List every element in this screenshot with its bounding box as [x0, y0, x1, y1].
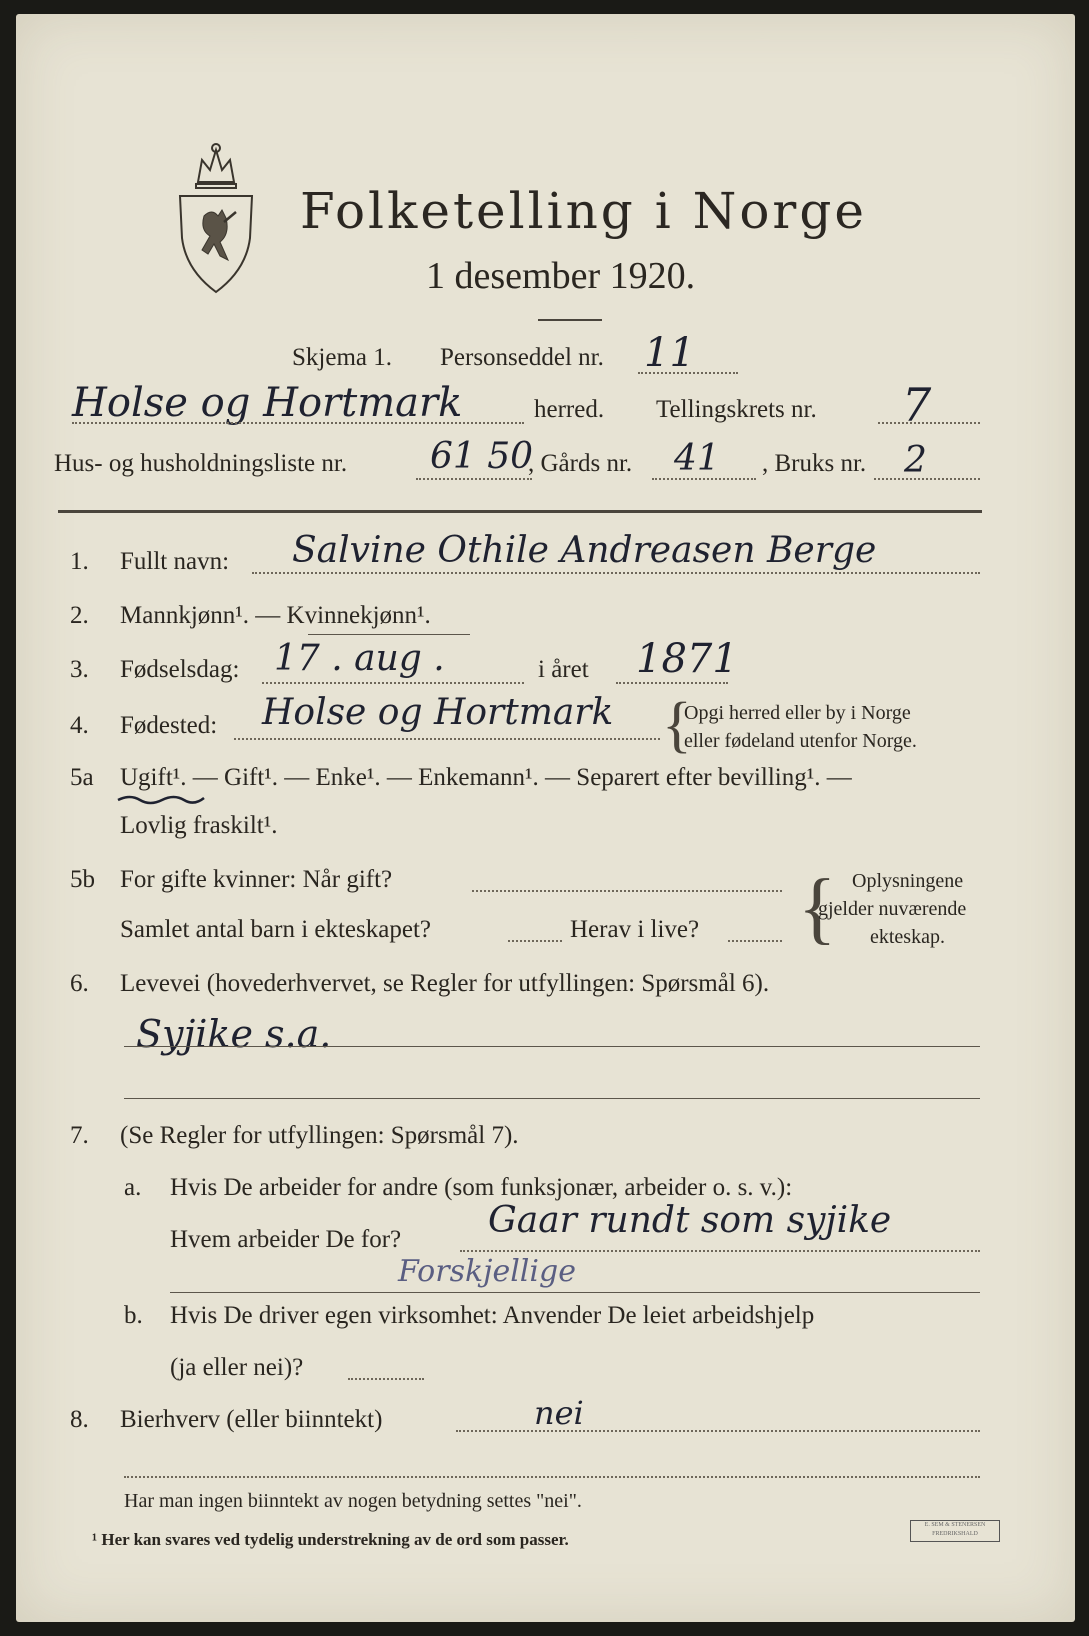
skjema-label: Skjema 1.: [292, 344, 392, 371]
printer-stamp-line1: E. SEM & STENERSEN: [924, 1522, 986, 1528]
q5a-marital-options[interactable]: Ugift¹. — Gift¹. — Enke¹. — Enkemann¹. — Separert efter bevilling¹. —: [120, 764, 852, 791]
note-nei: Har man ingen biinntekt av nogen betydning settes "nei".: [124, 1490, 582, 1512]
printer-stamp: [910, 1520, 1000, 1542]
gards-value[interactable]: 41: [674, 438, 720, 479]
q7a-line2: [170, 1292, 980, 1293]
q4-note-line1: Opgi herred eller by i Norge: [684, 702, 911, 724]
form-title: Folketelling i Norge: [300, 182, 867, 240]
q3-year-label: i året: [538, 656, 589, 683]
municipality-line: [72, 422, 524, 424]
q7a-letter: a.: [124, 1174, 142, 1201]
husliste-line: [416, 478, 532, 480]
q5b-married-line: [472, 890, 782, 892]
q5b-note-line1: Oplysningene: [852, 870, 964, 892]
q1-line: [252, 572, 980, 574]
tellingskrets-label: Tellingskrets nr.: [656, 396, 817, 423]
q7a-employer-value[interactable]: Gaar rundt som syjike: [488, 1200, 892, 1241]
q8-label: Bierhverv (eller biinntekt): [120, 1406, 383, 1433]
printer-stamp-line2: FREDRIKSHALD: [932, 1531, 978, 1537]
q5b-brace: {: [798, 864, 837, 952]
q3-number: 3.: [70, 656, 89, 683]
q5b-number: 5b: [70, 866, 95, 893]
q1-label: Fullt navn:: [120, 548, 230, 575]
q7a-employer-label: Hvem arbeider De for?: [170, 1226, 402, 1253]
q5b-married-when: For gifte kvinner: Når gift?: [120, 866, 393, 893]
census-date: 1 desember 1920.: [426, 255, 696, 297]
personseddel-value[interactable]: 11: [644, 330, 695, 376]
norway-coat-of-arms-icon: [168, 138, 264, 298]
q7b-answer-line: [348, 1378, 424, 1380]
gards-label: , Gårds nr.: [528, 450, 633, 477]
q7b-line2: (ja eller nei)?: [170, 1354, 304, 1381]
q2-kvinnekjonn-underline: [308, 634, 470, 635]
q3-birth-date[interactable]: 17 . aug .: [274, 638, 445, 679]
q7b-line1: Hvis De driver egen virksomhet: Anvender De leiet arbeidshjelp: [170, 1302, 815, 1329]
q4-line: [234, 738, 660, 740]
q2-number: 2.: [70, 602, 89, 629]
q3-date-line: [262, 682, 524, 684]
q8-value[interactable]: nei: [534, 1394, 584, 1432]
q4-brace: {: [662, 691, 692, 759]
q4-number: 4.: [70, 712, 89, 739]
q5a-marital-options-2[interactable]: Lovlig fraskilt¹.: [120, 812, 278, 839]
q5b-children-alive: Herav i live?: [570, 916, 700, 943]
q7a-line1: Hvis De arbeider for andre (som funksjonær, arbeider o. s. v.):: [170, 1174, 793, 1201]
q7b-letter: b.: [124, 1302, 143, 1329]
q6-line1: [124, 1046, 980, 1047]
bruks-line: [874, 478, 980, 480]
q7-label: (Se Regler for utfyllingen: Spørsmål 7).: [120, 1122, 519, 1149]
municipality-value[interactable]: Holse og Hortmark: [72, 380, 463, 426]
q5b-note-line2: gjelder nuværende: [818, 898, 967, 920]
q6-label: Levevei (hovederhvervet, se Regler for utfyllingen: Spørsmål 6).: [120, 970, 770, 997]
q6-line2: [124, 1098, 980, 1099]
q7a-employer-line: [460, 1250, 980, 1252]
q7-number: 7.: [70, 1122, 89, 1149]
bruks-value[interactable]: 2: [904, 440, 927, 481]
husliste-value[interactable]: 61 50: [430, 436, 534, 477]
footnote: ¹ Her kan svares ved tydelig understrekning av de ord som passer.: [92, 1530, 569, 1549]
q5b-children-line: [508, 940, 562, 942]
q1-number: 1.: [70, 548, 89, 575]
q8-number: 8.: [70, 1406, 89, 1433]
q6-occupation[interactable]: Syjike s.a.: [136, 1012, 332, 1056]
q5b-note-line3: ekteskap.: [870, 926, 945, 948]
q4-note-line2: eller fødeland utenfor Norge.: [684, 730, 917, 752]
title-divider: [538, 319, 602, 321]
herred-label: herred.: [534, 396, 605, 423]
q5b-children-total: Samlet antal barn i ekteskapet?: [120, 916, 431, 943]
tellingskrets-value[interactable]: 7: [902, 378, 932, 432]
q7a-employer-value-2[interactable]: Forskjellige: [398, 1254, 576, 1289]
personseddel-label: Personseddel nr.: [440, 344, 604, 371]
q5a-number: 5a: [70, 764, 94, 791]
q3-birth-year[interactable]: 1871: [636, 636, 738, 682]
q3-label: Fødselsdag:: [120, 656, 240, 683]
q2-gender-options[interactable]: Mannkjønn¹. — Kvinnekjønn¹.: [120, 602, 431, 629]
q5b-alive-line: [728, 940, 782, 942]
husliste-label: Hus- og husholdningsliste nr.: [54, 450, 348, 477]
q3-year-line: [616, 682, 728, 684]
q4-birthplace[interactable]: Holse og Hortmark: [262, 692, 614, 733]
q8-line2: [124, 1476, 980, 1478]
header-divider: [58, 510, 982, 513]
q4-label: Fødested:: [120, 712, 218, 739]
q5a-ugift-underline: [116, 792, 206, 806]
q6-number: 6.: [70, 970, 89, 997]
bruks-label: , Bruks nr.: [762, 450, 867, 477]
q1-full-name[interactable]: Salvine Othile Andreasen Berge: [292, 530, 877, 571]
